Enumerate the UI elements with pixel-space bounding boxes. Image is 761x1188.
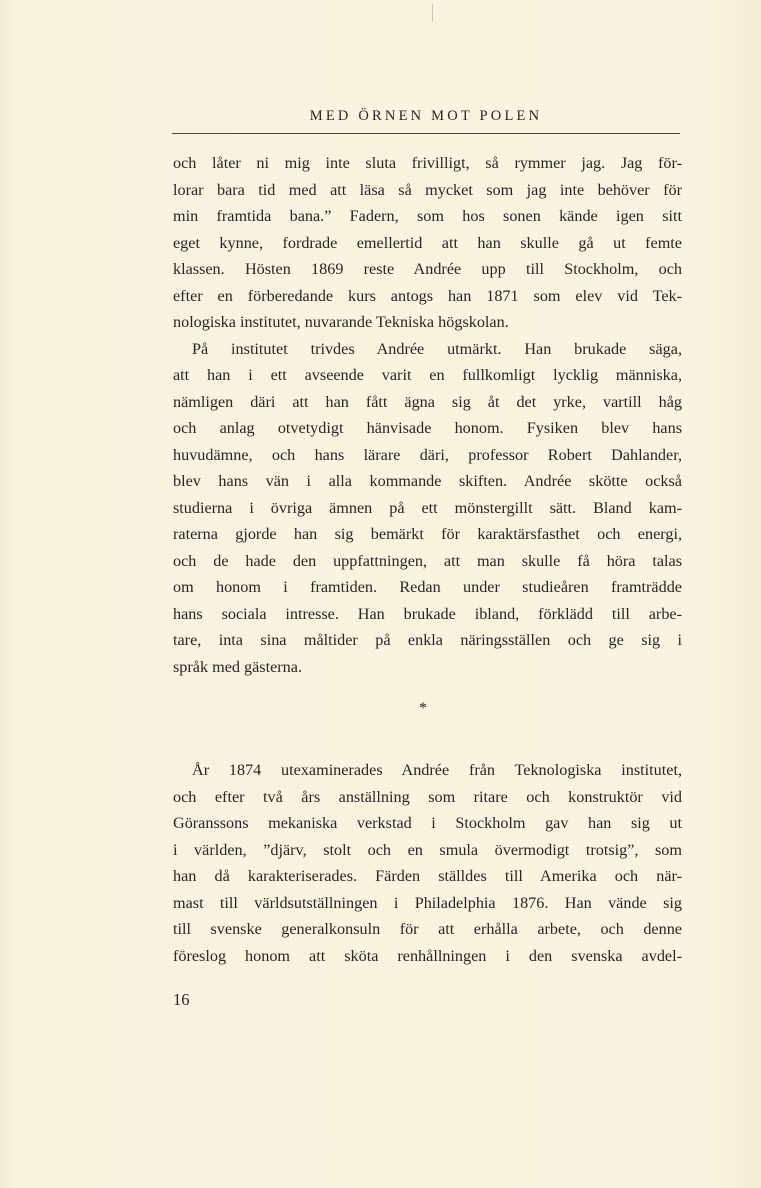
text-line: huvudämne, och hans lärare däri, professor Robert Dahlander, (173, 445, 682, 464)
text-line: studierna i övriga ämnen på ett mönstergillt sätt. Bland kam- (173, 498, 682, 517)
paragraph (173, 150, 682, 336)
section-separator: * (419, 700, 427, 717)
header-rule (172, 133, 680, 134)
text-line: På institutet trivdes Andrée utmärkt. Han brukade säga, (192, 339, 682, 358)
paragraph (173, 757, 682, 969)
text-line: hans sociala intresse. Han brukade ibland, förklädd till arbe- (173, 604, 682, 623)
text-line: han då karakteriserades. Färden ställdes till Amerika och när- (173, 867, 682, 885)
running-head: MED ÖRNEN MOT POLEN (309, 108, 543, 124)
text-line: klassen. Hösten 1869 reste Andrée upp till Stockholm, och (173, 260, 682, 278)
text-block-upper (173, 150, 682, 680)
text-line: År 1874 utexaminerades Andrée från Teknologiska institutet, (192, 761, 682, 779)
text-line: blev hans vän i alla kommande skiften. Andrée skötte också (173, 472, 682, 490)
text-block-lower (173, 757, 682, 969)
text-line: och de hade den uppfattningen, att man skulle få höra talas (173, 551, 682, 570)
text-line: att han i ett avseende varit en fullkomligt lycklig människa, (173, 366, 682, 384)
page-mark (432, 4, 433, 22)
text-line: raterna gjorde han sig bemärkt för karaktärsfasthet och energi, (173, 525, 682, 543)
text-line: och låter ni mig inte sluta frivilligt, så rymmer jag. Jag för- (173, 154, 682, 172)
text-line: språk med gästerna. (173, 657, 303, 676)
text-line: lorar bara tid med att läsa så mycket som jag inte behöver för (173, 180, 682, 199)
text-line: tare, inta sina måltider på enkla näringsställen och ge sig i (173, 631, 682, 649)
text-line: i världen, ”djärv, stolt och en smula övermodigt trotsig”, som (173, 840, 682, 859)
text-line: nologiska institutet, nuvarande Tekniska högskolan. (173, 313, 509, 331)
text-line: min framtida bana.” Fadern, som hos sonen kände igen sitt (173, 207, 682, 225)
text-line: till svenske generalkonsuln för att erhålla arbete, och denne (173, 920, 682, 938)
text-line: och anlag otvetydigt hänvisade honom. Fysiken blev hans (173, 419, 682, 437)
text-line: eget kynne, fordrade emellertid att han skulle gå ut femte (173, 233, 682, 252)
text-line: mast till världsutställningen i Philadelphia 1876. Han vände sig (173, 893, 682, 912)
text-line: om honom i framtiden. Redan under studieåren framträdde (173, 578, 682, 596)
text-line: föreslog honom att sköta renhållningen i den svenska avdel- (173, 946, 682, 965)
paragraph (173, 336, 682, 681)
text-line: och efter två års anställning som ritare och konstruktör vid (173, 787, 682, 806)
text-line: efter en förberedande kurs antogs han 1871 som elev vid Tek- (173, 286, 682, 305)
text-line: Göranssons mekaniska verkstad i Stockholm gav han sig ut (173, 814, 682, 832)
page-number: 16 (173, 990, 190, 1009)
text-line: nämligen däri att han fått ägna sig åt det yrke, vartill håg (173, 392, 682, 411)
